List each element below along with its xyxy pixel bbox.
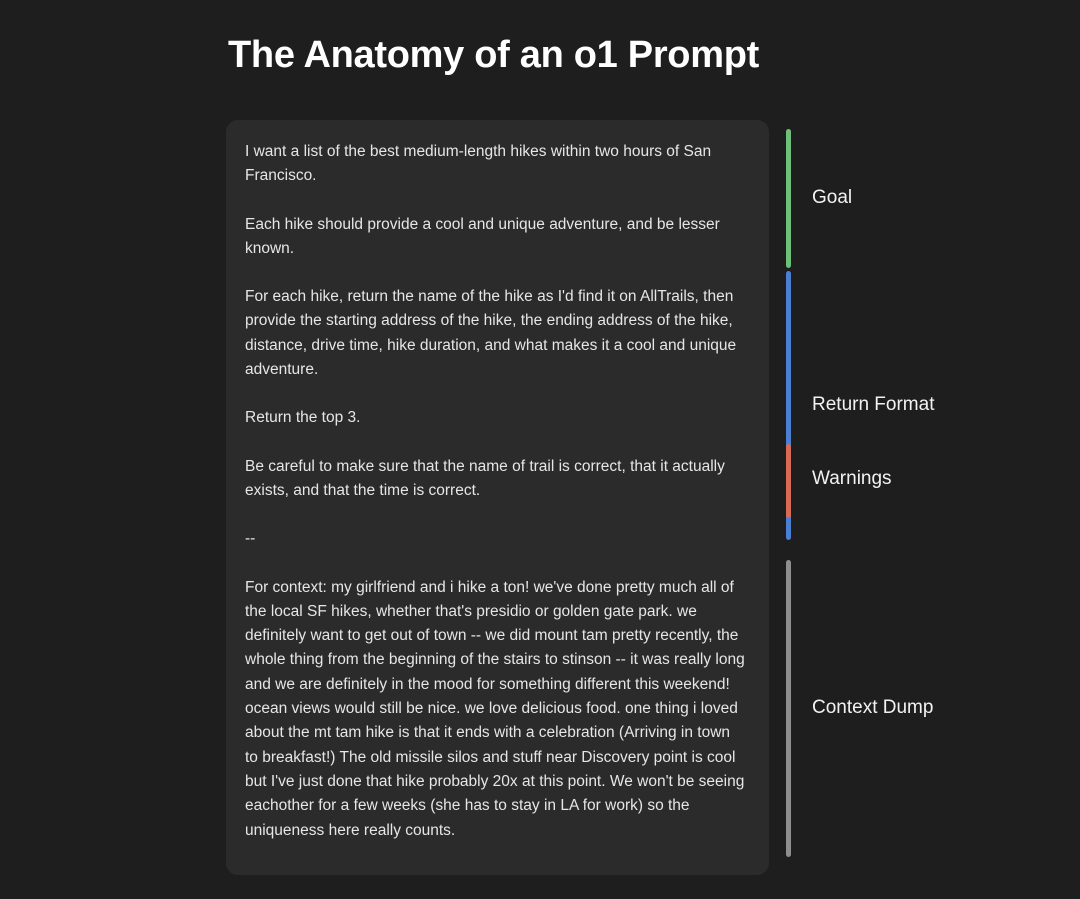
annotation-bar-warnings xyxy=(786,444,791,518)
prompt-paragraph-top-three: Return the top 3. xyxy=(245,409,361,427)
annotation-goal xyxy=(786,129,1076,268)
annotation-label-context-dump: Context Dump xyxy=(812,697,934,718)
annotation-label-goal: Goal xyxy=(812,187,853,208)
prompt-card xyxy=(226,120,769,875)
prompt-paragraph-return-format: For each hike, return the name of the hike as I'd find it on AllTrails, then provide the starting address of the hike, the ending address of the hike, distance, drive time, hike duration, and what makes it a cool and unique adventure. xyxy=(245,288,741,379)
annotation-label-return-format: Return Format xyxy=(812,394,935,415)
annotation-column xyxy=(786,120,1076,875)
annotation-label-warnings: Warnings xyxy=(812,468,892,489)
page-title: The Anatomy of an o1 Prompt xyxy=(228,34,759,76)
annotation-context-dump xyxy=(786,560,1076,857)
prompt-paragraph-context-dump: For context: my girlfriend and i hike a ton! we've done pretty much all of the local SF hikes, whether that's presidio or golden gate park. we definitely want to get out of town -- we did mount tam pretty recently, the whole thing from the beginning of the stairs to stinson -- it was really long and we are definitely in the mood for something different this weekend! ocean views would still be nice. we love delicious food. one thing i loved about the mt tam hike is that it ends with a celebration (Arriving in town to breakfast!) The old missile silos and stuff near Discovery point is cool but I've just done that hike probably 20x at this point. We won't be seeing eachother for a few weeks (she has to stay in LA for work) so the uniqueness here really counts. xyxy=(245,578,750,839)
annotation-bar-context-dump xyxy=(786,560,791,857)
prompt-paragraph-warnings: Be careful to make sure that the name of trail is correct, that it actually exists, and that the time is correct. xyxy=(245,457,730,499)
annotation-warnings xyxy=(786,444,1076,518)
annotation-bar-goal xyxy=(786,129,791,268)
prompt-paragraph-goal: I want a list of the best medium-length hikes within two hours of San Francisco. xyxy=(245,143,716,185)
prompt-paragraph-goal-detail: Each hike should provide a cool and unique adventure, and be lesser known. xyxy=(245,215,725,257)
prompt-paragraph-separator: -- xyxy=(245,530,256,548)
